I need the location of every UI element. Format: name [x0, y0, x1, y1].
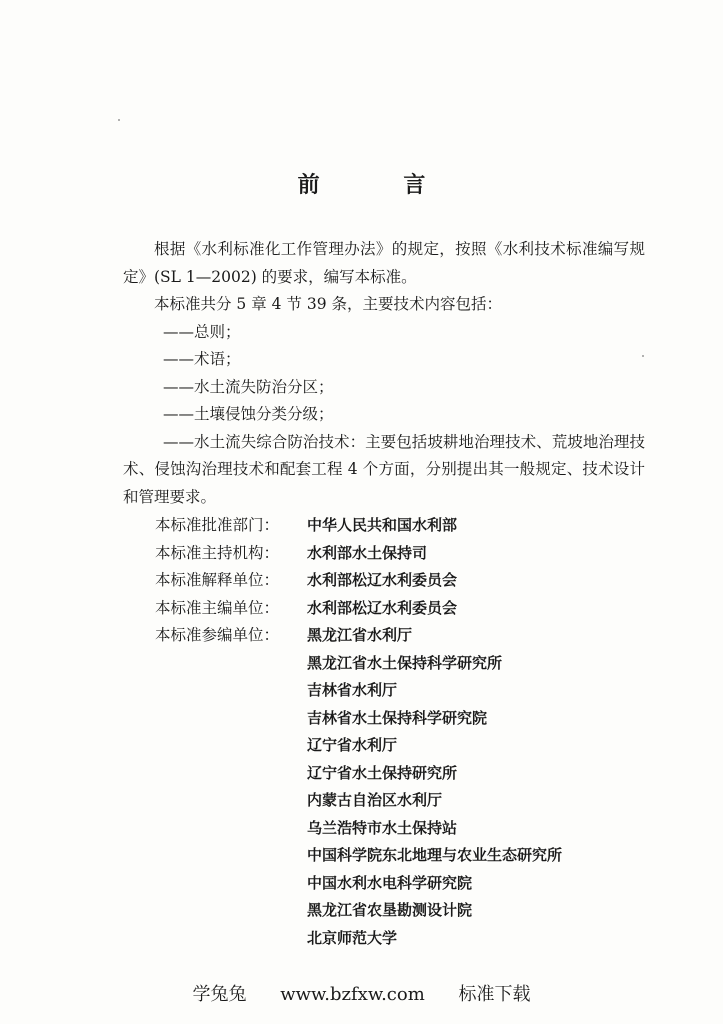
foreword-body: [123, 236, 645, 511]
watermark-footer: [0, 980, 723, 1006]
organization-name: 北京师范大学: [307, 928, 398, 947]
organization-row: [155, 815, 675, 843]
organization-row: [155, 512, 675, 540]
role-label: [155, 650, 307, 678]
organization-row: [155, 870, 675, 898]
list-item: ——土壤侵蚀分类分级；: [163, 405, 334, 423]
role-label: 本标准主编单位：: [155, 598, 280, 617]
organization-row: [155, 677, 675, 705]
organization-name: 吉林省水利厅: [307, 681, 398, 699]
organization-row: [155, 650, 675, 678]
organization-name: 中华人民共和国水利部: [307, 516, 458, 534]
organization-row: [155, 897, 675, 925]
footer-tagline: 标准下载: [458, 984, 531, 1005]
organization-name: 水利部松辽水利委员会: [307, 598, 458, 617]
role-label: [155, 897, 307, 925]
role-label: [155, 870, 307, 898]
footer-url[interactable]: www.bzfxw.com: [280, 984, 425, 1005]
role-label: [155, 760, 307, 788]
organization-row: [155, 787, 675, 815]
list-item: ——水土流失防治分区；: [163, 377, 334, 396]
organization-name: 黑龙江省水利厅: [307, 626, 413, 644]
role-label: [155, 787, 307, 815]
role-label: [155, 842, 307, 870]
organization-row: [155, 540, 675, 568]
role-label: 本标准参编单位：: [155, 626, 280, 644]
role-label: [155, 815, 307, 843]
organization-row: [155, 842, 675, 870]
organization-name: 乌兰浩特市水土保持站: [307, 818, 458, 837]
organization-name: 辽宁省水土保持研究所: [307, 763, 458, 782]
role-label: [155, 732, 307, 760]
organization-name: 吉林省水土保持科学研究院: [307, 708, 488, 727]
organization-row: [155, 705, 675, 733]
organization-list: [155, 512, 675, 952]
organization-name: 内蒙古自治区水利厅: [307, 791, 443, 809]
role-label: 本标准主持机构：: [155, 543, 280, 562]
organization-name: 黑龙江省水土保持科学研究所: [307, 653, 503, 672]
organization-name: 水利部水土保持司: [307, 543, 428, 562]
footer-site-name: 学兔兔: [192, 984, 247, 1005]
scan-speck: [642, 355, 644, 357]
list-item: ——术语；: [163, 350, 241, 368]
role-label: 本标准批准部门：: [155, 516, 280, 534]
organization-row: [155, 567, 675, 595]
role-label: [155, 705, 307, 733]
organization-row: [155, 622, 675, 650]
role-label: 本标准解释单位：: [155, 571, 280, 589]
organization-name: 辽宁省水利厅: [307, 736, 398, 754]
paragraph: 本标准共分 5 章 4 节 39 条，主要技术内容包括：: [154, 295, 503, 313]
organization-name: 中国科学院东北地理与农业生态研究所: [307, 846, 563, 864]
role-label: [155, 925, 307, 953]
list-item: ——水土流失综合防治技术：主要包括坡耕地治理技术、荒坡地治理技术、侵蚀沟治理技术和配套工程 4 个方面，分别提出其一般规定、技术设计和管理要求。: [123, 432, 645, 506]
organization-name: 中国水利水电科学研究院: [307, 873, 473, 892]
role-label: [155, 677, 307, 705]
organization-row: [155, 760, 675, 788]
scan-speck: [118, 119, 120, 121]
list-item: ——总则；: [163, 322, 241, 341]
organization-name: 水利部松辽水利委员会: [307, 571, 458, 589]
organization-name: 黑龙江省农垦勘测设计院: [307, 901, 473, 919]
page-title: 前 言: [297, 173, 464, 198]
organization-row: [155, 732, 675, 760]
organization-row: [155, 925, 675, 953]
paragraph: 根据《水利标准化工作管理办法》的规定，按照《水利技术标准编写规定》(SL 1—2002) 的要求，编写本标准。: [123, 240, 645, 286]
organization-row: [155, 595, 675, 623]
